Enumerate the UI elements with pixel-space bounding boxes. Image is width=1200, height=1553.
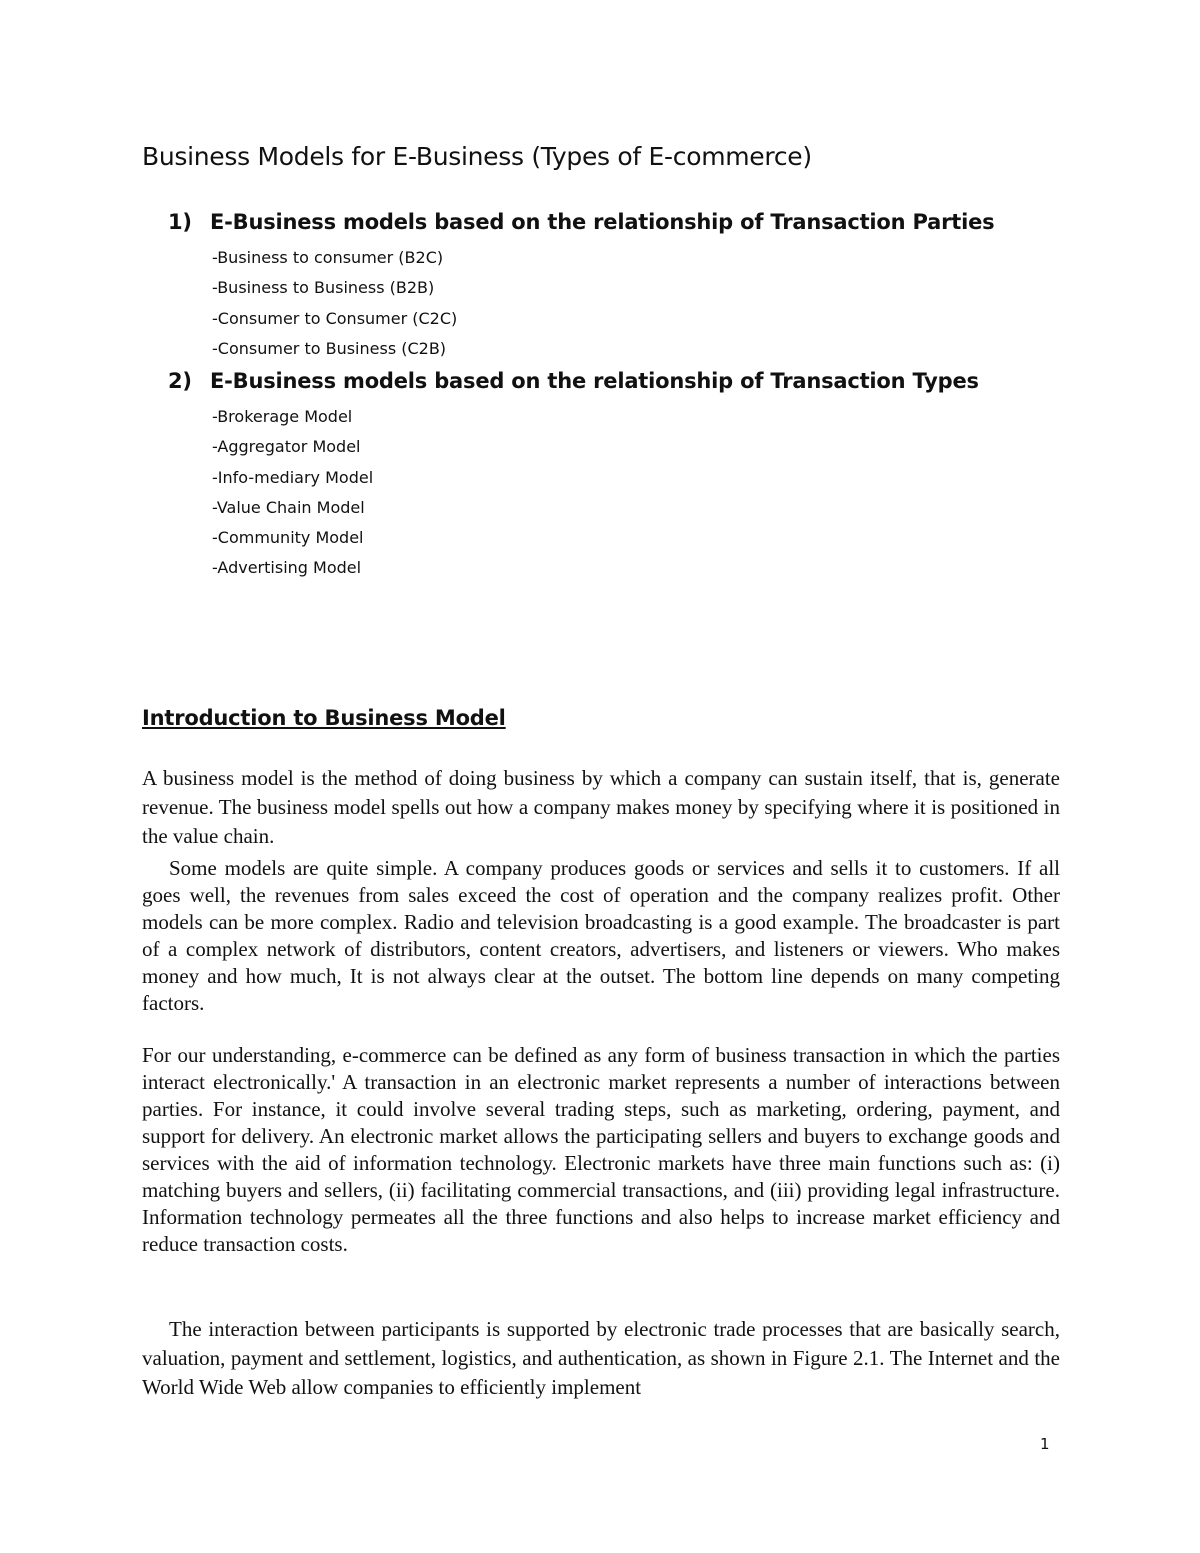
transaction-parties-list — [212, 243, 457, 364]
section-heading-text: E-Business models based on the relationship of Transaction Parties — [210, 210, 995, 234]
paragraph: The interaction between participants is supported by electronic trade processes that are basically search, valuation, payment and settlement, logistics, and authentication, as shown in Figure 2.1. The Internet and the World Wide Web allow companies to efficiently implement — [142, 1317, 1060, 1399]
transaction-types-list — [212, 402, 373, 584]
document-title: Business Models for E-Business (Types of E-commerce) — [142, 142, 812, 171]
list-item: -Consumer to Business (C2B) — [212, 338, 447, 358]
list-item: -Consumer to Consumer (C2C) — [212, 308, 458, 328]
list-item: -Community Model — [212, 528, 364, 548]
list-item: -Info-mediary Model — [212, 467, 374, 487]
list-item: -Advertising Model — [212, 558, 362, 578]
paragraph: Some models are quite simple. A company produces goods or services and sells it to customers. If all goes well, the revenues from sales exceed the cost of operation and the company realizes profit. Other models can be more complex. Radio and television broadcasting is a good example. The broadcaster is part of a complex network of distributors, content creators, advertisers, and listeners or viewers. Who makes money and how much, It is not always clear at the outset. The bottom line depends on many competing factors. — [142, 856, 1060, 1015]
section-heading-text: E-Business models based on the relationship of Transaction Types — [210, 369, 979, 393]
paragraph: A business model is the method of doing business by which a company can sustain itself, that is, generate revenue. The business model spells out how a company makes money by specifying where it is positioned in the value chain. — [142, 766, 1060, 848]
paragraph: For our understanding, e-commerce can be defined as any form of business transaction in which the parties interact electronically.' A transaction in an electronic market represents a number of interactions between parties. For instance, it could involve several trading steps, such as marketing, ordering, payment, and support for delivery. An electronic market allows the participating sellers and buyers to exchange goods and services with the aid of information technology. Electronic markets have three main functions such as: (i) matching buyers and sellers, (ii) facilitating commercial transactions, and (iii) providing legal infrastructure. Information technology permeates all the three functions and also helps to increase market efficiency and reduce transaction costs. — [142, 1043, 1060, 1256]
section-number: 1) — [168, 210, 192, 234]
list-item: -Brokerage Model — [212, 407, 353, 426]
list-item: -Business to Business (B2B) — [212, 278, 435, 298]
section-number: 2) — [168, 369, 192, 393]
section-heading-transaction-types — [168, 369, 979, 393]
list-item: -Aggregator Model — [212, 437, 361, 457]
list-item: -Value Chain Model — [212, 497, 365, 517]
list-item: -Business to consumer (B2C) — [212, 248, 444, 267]
section-heading-transaction-parties — [168, 210, 994, 234]
page-number: 1 — [1040, 1435, 1050, 1453]
introduction-heading: Introduction to Business Model — [142, 706, 506, 730]
